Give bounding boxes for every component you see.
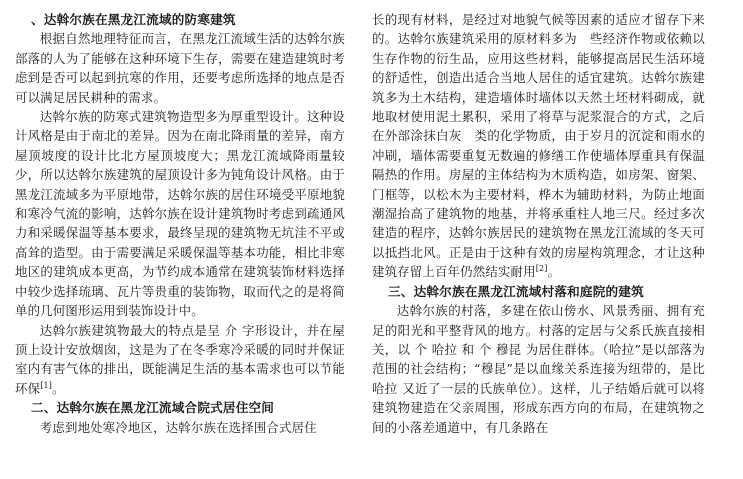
paragraph-end: 。 (52, 380, 65, 396)
paragraph-text: 达斡尔族建筑物最大的特点是呈 介 字形设计，并在屋顶上设计安放烟囱，这是为了在冬季寒冷采暖的同时并保证室内有害气体的排出，既能满足生活的基本需求也可以节能环保 (15, 322, 345, 396)
paragraph (372, 10, 705, 282)
paragraph-text: 长的现有材料，是经过对地貌气候等因素的适应才留存下来的。达斡尔族建筑采用的原材料多为 些经济作物或依赖以生存作物的衍生品，应用这些材料，能够提高居民生活环境的舒适性，创造出适合当地人居住的适宜建筑。达斡尔族建筑多为土木结构，建造墙体时墙体以天然土坯材料砌成，就地取材使用泥土累积，采用了将草与泥浆混合的方式，之后在外部涂抹白灰 类的化学物质，由于岁月的沉淀和雨水的冲刷，墙体需要重复无数遍的修缮工作使墙体厚重具有保温隔热的作用。房屋的主体结构为木质构造，如房架、窗架、门框等，以松木为主要材料，桦木为辅助材料，为防止地面潮湿抬高了建筑物的地基，并将承重柱人地三尺。经过多次建造的程序，达斡尔族居民的建筑物在黑龙江流域的冬天可以抵挡北风。正是由于这种有效的房屋构筑理念，才让这种建筑存留上百年仍然结实耐用 (372, 12, 705, 280)
paragraph (15, 321, 345, 399)
section-heading-1: 、达斡尔族在黑龙江流域的防寒建筑 (31, 12, 236, 27)
citation-marker: [1] (40, 380, 53, 390)
paragraph: 考虑到地处寒冷地区，达斡尔族在选择围合式居住 (39, 419, 317, 435)
right-column (372, 10, 705, 437)
section-heading-3: 三、达斡尔族在黑龙江流域村落和庭院的建筑 (388, 283, 644, 299)
paragraph: 达斡尔族的村落，多建在依山傍水、风景秀丽、拥有充足的阳光和平整背风的地方。村落的定居与父系氏族直接相关，以 个 哈拉 和 个 穆昆 为居住群体。（哈拉”是以部落为范围的社会结构；“穆昆”是以血缘关系连接为纽带的，是比 哈拉 又近了一层的氏族单位）。这样，儿子结婚后就可以将建筑物建造在父亲周围，形成东西方向的布局，在建筑物之间的小落差通道中，有几条路在 (372, 303, 705, 435)
paragraph-end: 。 (547, 264, 561, 280)
left-column (15, 10, 345, 437)
section-heading-2: 二、达斡尔族在黑龙江流域合院式居住空间 (31, 400, 275, 416)
paragraph: 根据自然地理特征而言，在黑龙江流域生活的达斡尔族部落的人为了能够在这种环境下生存，需要在建造建筑时考虑到是否可以起到抗寒的作用，还要考虑所选择的地点是否可以满足居民耕种的需求。 (15, 31, 345, 105)
paragraph: 达斡尔族的防寒式建筑物造型多为厚重型设计。这种设计风格是由于南北的差异。因为在南北降雨量的差异，南方屋顶坡度的设计比北方屋顶坡度大；黑龙江流域降雨量较少，所以达斡尔族建筑的屋顶设计多为钝角设计风格。由于黑龙江流域多为平原地带，达斡尔族的居住环境受平原地貌和寒冷气流的影响，达斡尔族在设计建筑物时考虑到疏通风力和采暖保温等基本要求，最终呈现的建筑物无坑洼不平或高耸的造型。由于需要满足采暖保温等基本功能，相比非寒地区的建筑成本更高，为节约成本通常在建筑装饰材料选择中较少选择琉璃、瓦片等贵重的装饰物，取而代之的是将简单的几何图形运用到装饰设计中。 (15, 109, 345, 319)
citation-marker: [2] (535, 264, 548, 274)
